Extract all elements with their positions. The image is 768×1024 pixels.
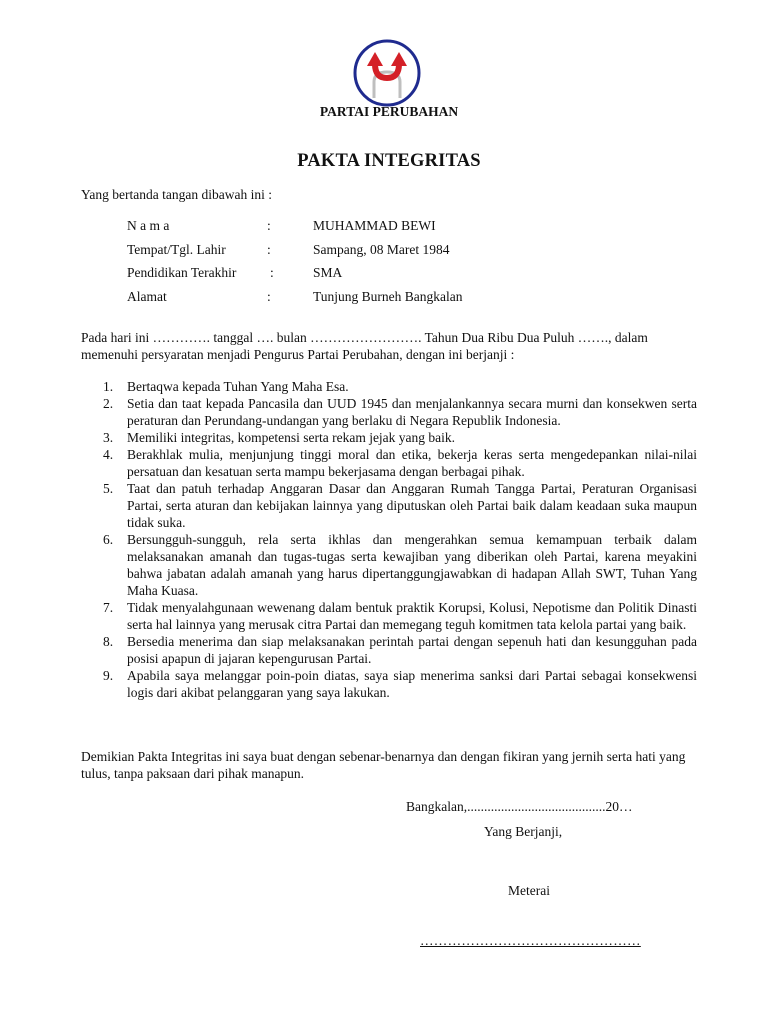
pledge-text: Bertaqwa kepada Tuhan Yang Maha Esa. xyxy=(127,379,349,394)
document-title: PAKTA INTEGRITAS xyxy=(297,151,481,171)
list-item: 7. Tidak menyalahgunaan wewenang dalam bentuk praktik Korupsi, Kolusi, Nepotisme dan Politik Dinasti serta hal lainnya yang merusak citra Partai dan memegang teguh komitmen tata kelola partai yang baik. xyxy=(103,600,697,632)
list-item: 4. Berakhlak mulia, menjunjung tinggi moral dan etika, bekerja keras serta mengedepankan nilai-nilai persatuan dan kesatuan serta mampu bekerjasama dengan berbagai pihak. xyxy=(103,447,697,479)
list-item: 9. Apabila saya melanggar poin-poin diatas, saya siap menerima sanksi dari Partai sebagai konsekwensi logis dari akibat pelanggaran yang saya lakukan. xyxy=(103,668,697,700)
identity-value: Sampang, 08 Maret 1984 xyxy=(313,241,450,257)
party-name: PARTAI PERUBAHAN xyxy=(319,104,459,119)
date-paragraph: Pada hari ini …………. tanggal …. bulan ……………………. Tahun Dua Ribu Dua Puluh ……., dalam memenuhi persyaratan menjadi Pengurus Partai Perubahan, dengan ini berjanji : xyxy=(81,330,648,362)
pledge-list xyxy=(81,378,697,701)
identity-value: Tunjung Burneh Bangkalan xyxy=(313,288,463,304)
identity-label: Tempat/Tgl. Lahir xyxy=(127,241,226,257)
list-item: 8. Bersedia menerima dan siap melaksanakan perintah partai dengan sepenuh hati dan kesungguhan pada posisi apapun di jajaran kepengurusan Partai. xyxy=(103,634,697,666)
stamp-placeholder: Meterai xyxy=(508,883,550,898)
identity-colon: : xyxy=(267,241,271,257)
pledge-text: Setia dan taat kepada Pancasila dan UUD 1945 dan menjalankannya secara murni dan konsekwen serta peraturan dan Perundang-undangan yang berlaku di Negara Republik Indonesia. xyxy=(127,396,697,428)
pledge-text: Apabila saya melanggar poin-poin diatas, saya siap menerima sanksi dari Partai sebagai konsekwensi logis dari akibat pelanggaran yang saya lakukan. xyxy=(127,668,697,700)
pledge-text: Bersungguh-sungguh, rela serta ikhlas dan mengerahkan semua kemampuan terbaik dalam melaksanakan amanah dan tugas-tugas serta kewajiban yang diberikan oleh Partai, karena meyakini bahwa jabatan adalah amanah yang harus dipertanggungjawabkan di hadapan Allah SWT, Tuhan Yang Maha Kuasa. xyxy=(127,532,697,598)
signer-label: Yang Berjanji, xyxy=(484,824,563,839)
identity-colon: : xyxy=(270,265,274,280)
identity-label: N a m a xyxy=(127,218,170,233)
list-item: 6. Bersungguh-sungguh, rela serta ikhlas dan mengerahkan semua kemampuan terbaik dalam melaksanakan amanah dan tugas-tugas serta kewajiban yang diberikan oleh Partai, karena meyakini bahwa jabatan adalah amanah yang harus dipertanggungjawabkan di hadapan Allah SWT, Tuhan Yang Maha Kuasa. xyxy=(103,532,697,598)
list-item: 1. Bertaqwa kepada Tuhan Yang Maha Esa. xyxy=(103,379,349,394)
pledge-text: Memiliki integritas, kompetensi serta rekam jejak yang baik. xyxy=(127,430,456,445)
pledge-text: Bersedia menerima dan siap melaksanakan perintah partai dengan sepenuh hati dan kesungguhan pada posisi apapun di jajaran kepengurusan Partai. xyxy=(127,634,697,666)
pledge-text: Tidak menyalahgunaan wewenang dalam bentuk praktik Korupsi, Kolusi, Nepotisme dan Politik Dinasti serta hal lainnya yang merusak citra Partai dan memegang teguh komitmen tata kelola partai yang baik. xyxy=(127,600,697,632)
identity-value: MUHAMMAD BEWI xyxy=(313,218,436,233)
place-date: Bangkalan,.........................................20… xyxy=(406,799,633,814)
identity-value: SMA xyxy=(313,265,343,280)
pledge-text: Berakhlak mulia, menjunjung tinggi moral dan etika, bekerja keras serta mengedepankan nilai-nilai persatuan dan kesatuan serta mampu bekerjasama dengan berbagai pihak. xyxy=(127,447,697,479)
closing-paragraph: Demikian Pakta Integritas ini saya buat dengan sebenar-benarnya dan dengan fikiran yang jernih serta hati yang tulus, tanpa paksaan dari pihak manapun. xyxy=(81,749,686,781)
list-item: 5. Taat dan patuh terhadap Anggaran Dasar dan Anggaran Rumah Tangga Partai, Peraturan Organisasi Partai, serta aturan dan kebijakan lainnya yang diputuskan oleh Partai baik dalam keadaan suka maupun tidak suka. xyxy=(103,481,697,530)
pledge-text: Taat dan patuh terhadap Anggaran Dasar dan Anggaran Rumah Tangga Partai, Peraturan Organisasi Partai, serta aturan dan kebijakan lainnya yang diputuskan oleh Partai baik dalam keadaan suka maupun tidak suka. xyxy=(127,481,697,530)
identity-colon: : xyxy=(267,288,271,304)
identity-label: Pendidikan Terakhir xyxy=(127,265,237,280)
list-item: 3. Memiliki integritas, kompetensi serta rekam jejak yang baik. xyxy=(103,430,456,445)
list-item: 2. Setia dan taat kepada Pancasila dan UUD 1945 dan menjalankannya secara murni dan konsekwen serta peraturan dan Perundang-undangan yang berlaku di Negara Republik Indonesia. xyxy=(103,396,697,428)
identity-colon: : xyxy=(267,218,271,233)
party-logo xyxy=(352,38,422,108)
identity-label: Alamat xyxy=(127,288,167,304)
signature-line: ………………………………………… xyxy=(420,933,641,948)
intro-text: Yang bertanda tangan dibawah ini : xyxy=(81,187,272,202)
